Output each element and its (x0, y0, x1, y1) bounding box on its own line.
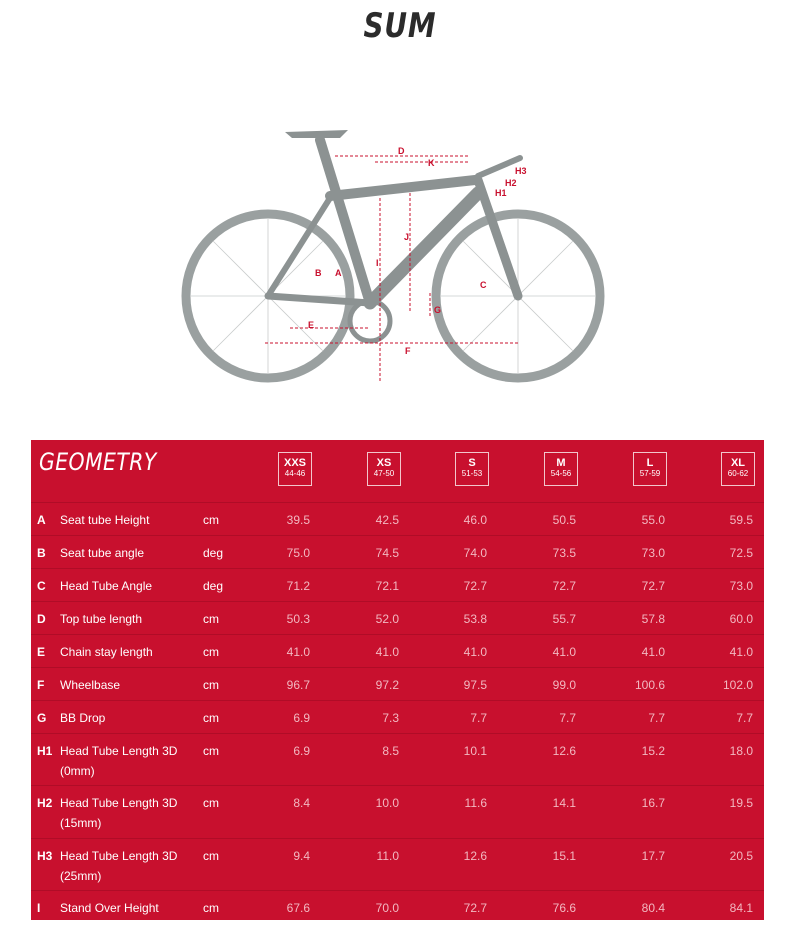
row-letter: H2 (37, 796, 53, 810)
row-value: 6.9 (293, 711, 310, 725)
row-value: 60.0 (729, 612, 753, 626)
table-row (31, 733, 764, 785)
row-value: 41.0 (375, 645, 399, 659)
row-value: 57.8 (641, 612, 665, 626)
row-value: 102.0 (722, 678, 753, 692)
row-letter: D (37, 612, 46, 626)
row-value: 73.0 (641, 546, 665, 560)
row-value: 7.7 (470, 711, 487, 725)
row-unit: cm (203, 711, 219, 725)
row-value: 72.5 (729, 546, 753, 560)
row-unit: cm (203, 678, 219, 692)
label-i: I (376, 258, 379, 268)
row-value: 7.7 (648, 711, 665, 725)
size-m: M 54-56 (544, 452, 578, 486)
row-value: 10.1 (463, 744, 487, 758)
row-unit: cm (203, 901, 219, 915)
row-label: Top tube length (60, 612, 143, 626)
row-value: 50.3 (286, 612, 310, 626)
row-value: 41.0 (286, 645, 310, 659)
row-value: 8.4 (293, 796, 310, 810)
row-letter: B (37, 546, 46, 560)
row-letter: H3 (37, 849, 53, 863)
geometry-header (31, 440, 764, 500)
row-value: 72.7 (463, 579, 487, 593)
label-c: C (480, 280, 487, 290)
row-value: 71.2 (286, 579, 310, 593)
row-value: 11.0 (376, 849, 399, 863)
size-xs: XS 47-50 (367, 452, 401, 486)
size-l: L 57-59 (633, 452, 667, 486)
row-value: 39.5 (286, 513, 310, 527)
table-row (31, 890, 764, 920)
row-value: 16.7 (641, 796, 665, 810)
row-value: 6.9 (293, 744, 310, 758)
row-letter: F (37, 678, 45, 692)
label-f: F (405, 346, 411, 356)
row-value: 17.7 (641, 849, 665, 863)
label-h1: H1 (495, 188, 507, 198)
row-value: 7.3 (382, 711, 399, 725)
row-value: 74.0 (463, 546, 487, 560)
size-s: S 51-53 (455, 452, 489, 486)
label-j: J (404, 232, 410, 242)
row-label: Head Tube Length 3D (0mm) (60, 744, 178, 778)
row-label: Head Tube Length 3D (25mm) (60, 849, 178, 883)
row-unit: cm (203, 513, 219, 527)
table-row (31, 502, 764, 535)
label-a: A (335, 268, 342, 278)
row-value: 46.0 (463, 513, 487, 527)
saddle (285, 130, 348, 138)
row-unit: cm (203, 849, 219, 863)
row-value: 18.0 (729, 744, 753, 758)
label-h3: H3 (515, 166, 527, 176)
row-value: 73.0 (729, 579, 753, 593)
page-title: SUM (363, 6, 437, 46)
row-letter: C (37, 579, 46, 593)
row-value: 84.1 (729, 901, 753, 915)
row-value: 100.6 (634, 678, 665, 692)
row-value: 74.5 (375, 546, 399, 560)
row-value: 67.6 (286, 901, 310, 915)
row-value: 73.5 (552, 546, 576, 560)
table-row (31, 568, 764, 601)
size-xl: XL 60-62 (721, 452, 755, 486)
label-e: E (308, 320, 315, 330)
row-value: 8.5 (382, 744, 399, 758)
row-value: 41.0 (641, 645, 665, 659)
row-label: Stand Over Height (60, 901, 159, 915)
row-unit: cm (203, 612, 219, 626)
row-value: 55.7 (552, 612, 576, 626)
row-value: 11.6 (464, 796, 487, 810)
row-unit: cm (203, 796, 219, 810)
table-row (31, 700, 764, 733)
geometry-title: GEOMETRY (39, 448, 157, 476)
table-row (31, 634, 764, 667)
row-label: Head Tube Length 3D (15mm) (60, 796, 178, 830)
table-row (31, 535, 764, 568)
row-value: 15.2 (641, 744, 665, 758)
row-value: 42.5 (375, 513, 399, 527)
row-value: 59.5 (729, 513, 753, 527)
row-value: 72.7 (463, 901, 487, 915)
row-value: 7.7 (559, 711, 576, 725)
row-value: 20.5 (729, 849, 753, 863)
row-label: Head Tube Angle (60, 579, 153, 593)
row-value: 52.0 (375, 612, 399, 626)
row-letter: G (37, 711, 47, 725)
row-value: 99.0 (552, 678, 576, 692)
row-value: 7.7 (736, 711, 753, 725)
row-value: 19.5 (729, 796, 753, 810)
row-value: 14.1 (552, 796, 576, 810)
row-unit: deg (203, 579, 224, 593)
row-value: 75.0 (286, 546, 310, 560)
row-unit: deg (203, 546, 224, 560)
row-letter: H1 (37, 744, 53, 758)
row-value: 12.6 (552, 744, 576, 758)
label-g: G (434, 305, 442, 315)
row-value: 72.7 (552, 579, 576, 593)
row-letter: A (37, 513, 46, 527)
row-unit: cm (203, 744, 219, 758)
row-value: 9.4 (293, 849, 310, 863)
row-value: 72.7 (641, 579, 665, 593)
row-value: 80.4 (641, 901, 665, 915)
bike-geometry-diagram (180, 118, 620, 388)
size-xxs: XXS 44-46 (278, 452, 312, 486)
table-row (31, 838, 764, 890)
row-value: 72.1 (375, 579, 399, 593)
table-row (31, 785, 764, 838)
row-label: Chain stay length (60, 645, 153, 659)
geometry-table (31, 440, 764, 920)
row-letter: E (37, 645, 46, 659)
row-value: 76.6 (552, 901, 576, 915)
row-letter: I (37, 901, 41, 915)
row-value: 41.0 (552, 645, 576, 659)
label-b: B (315, 268, 322, 278)
row-label: Seat tube Height (60, 513, 150, 527)
label-k: K (428, 158, 435, 168)
row-value: 41.0 (463, 645, 487, 659)
row-value: 12.6 (463, 849, 487, 863)
row-value: 55.0 (641, 513, 665, 527)
label-d: D (398, 146, 405, 156)
row-unit: cm (203, 645, 219, 659)
row-value: 50.5 (552, 513, 576, 527)
row-value: 70.0 (375, 901, 399, 915)
row-value: 53.8 (463, 612, 487, 626)
row-value: 97.5 (463, 678, 487, 692)
row-label: Wheelbase (60, 678, 121, 692)
row-value: 15.1 (552, 849, 576, 863)
label-h2: H2 (505, 178, 517, 188)
row-label: BB Drop (60, 711, 106, 725)
row-value: 97.2 (375, 678, 399, 692)
row-value: 96.7 (286, 678, 310, 692)
row-label: Seat tube angle (60, 546, 145, 560)
table-row (31, 601, 764, 634)
row-value: 10.0 (375, 796, 399, 810)
table-row (31, 667, 764, 700)
row-value: 41.0 (729, 645, 753, 659)
